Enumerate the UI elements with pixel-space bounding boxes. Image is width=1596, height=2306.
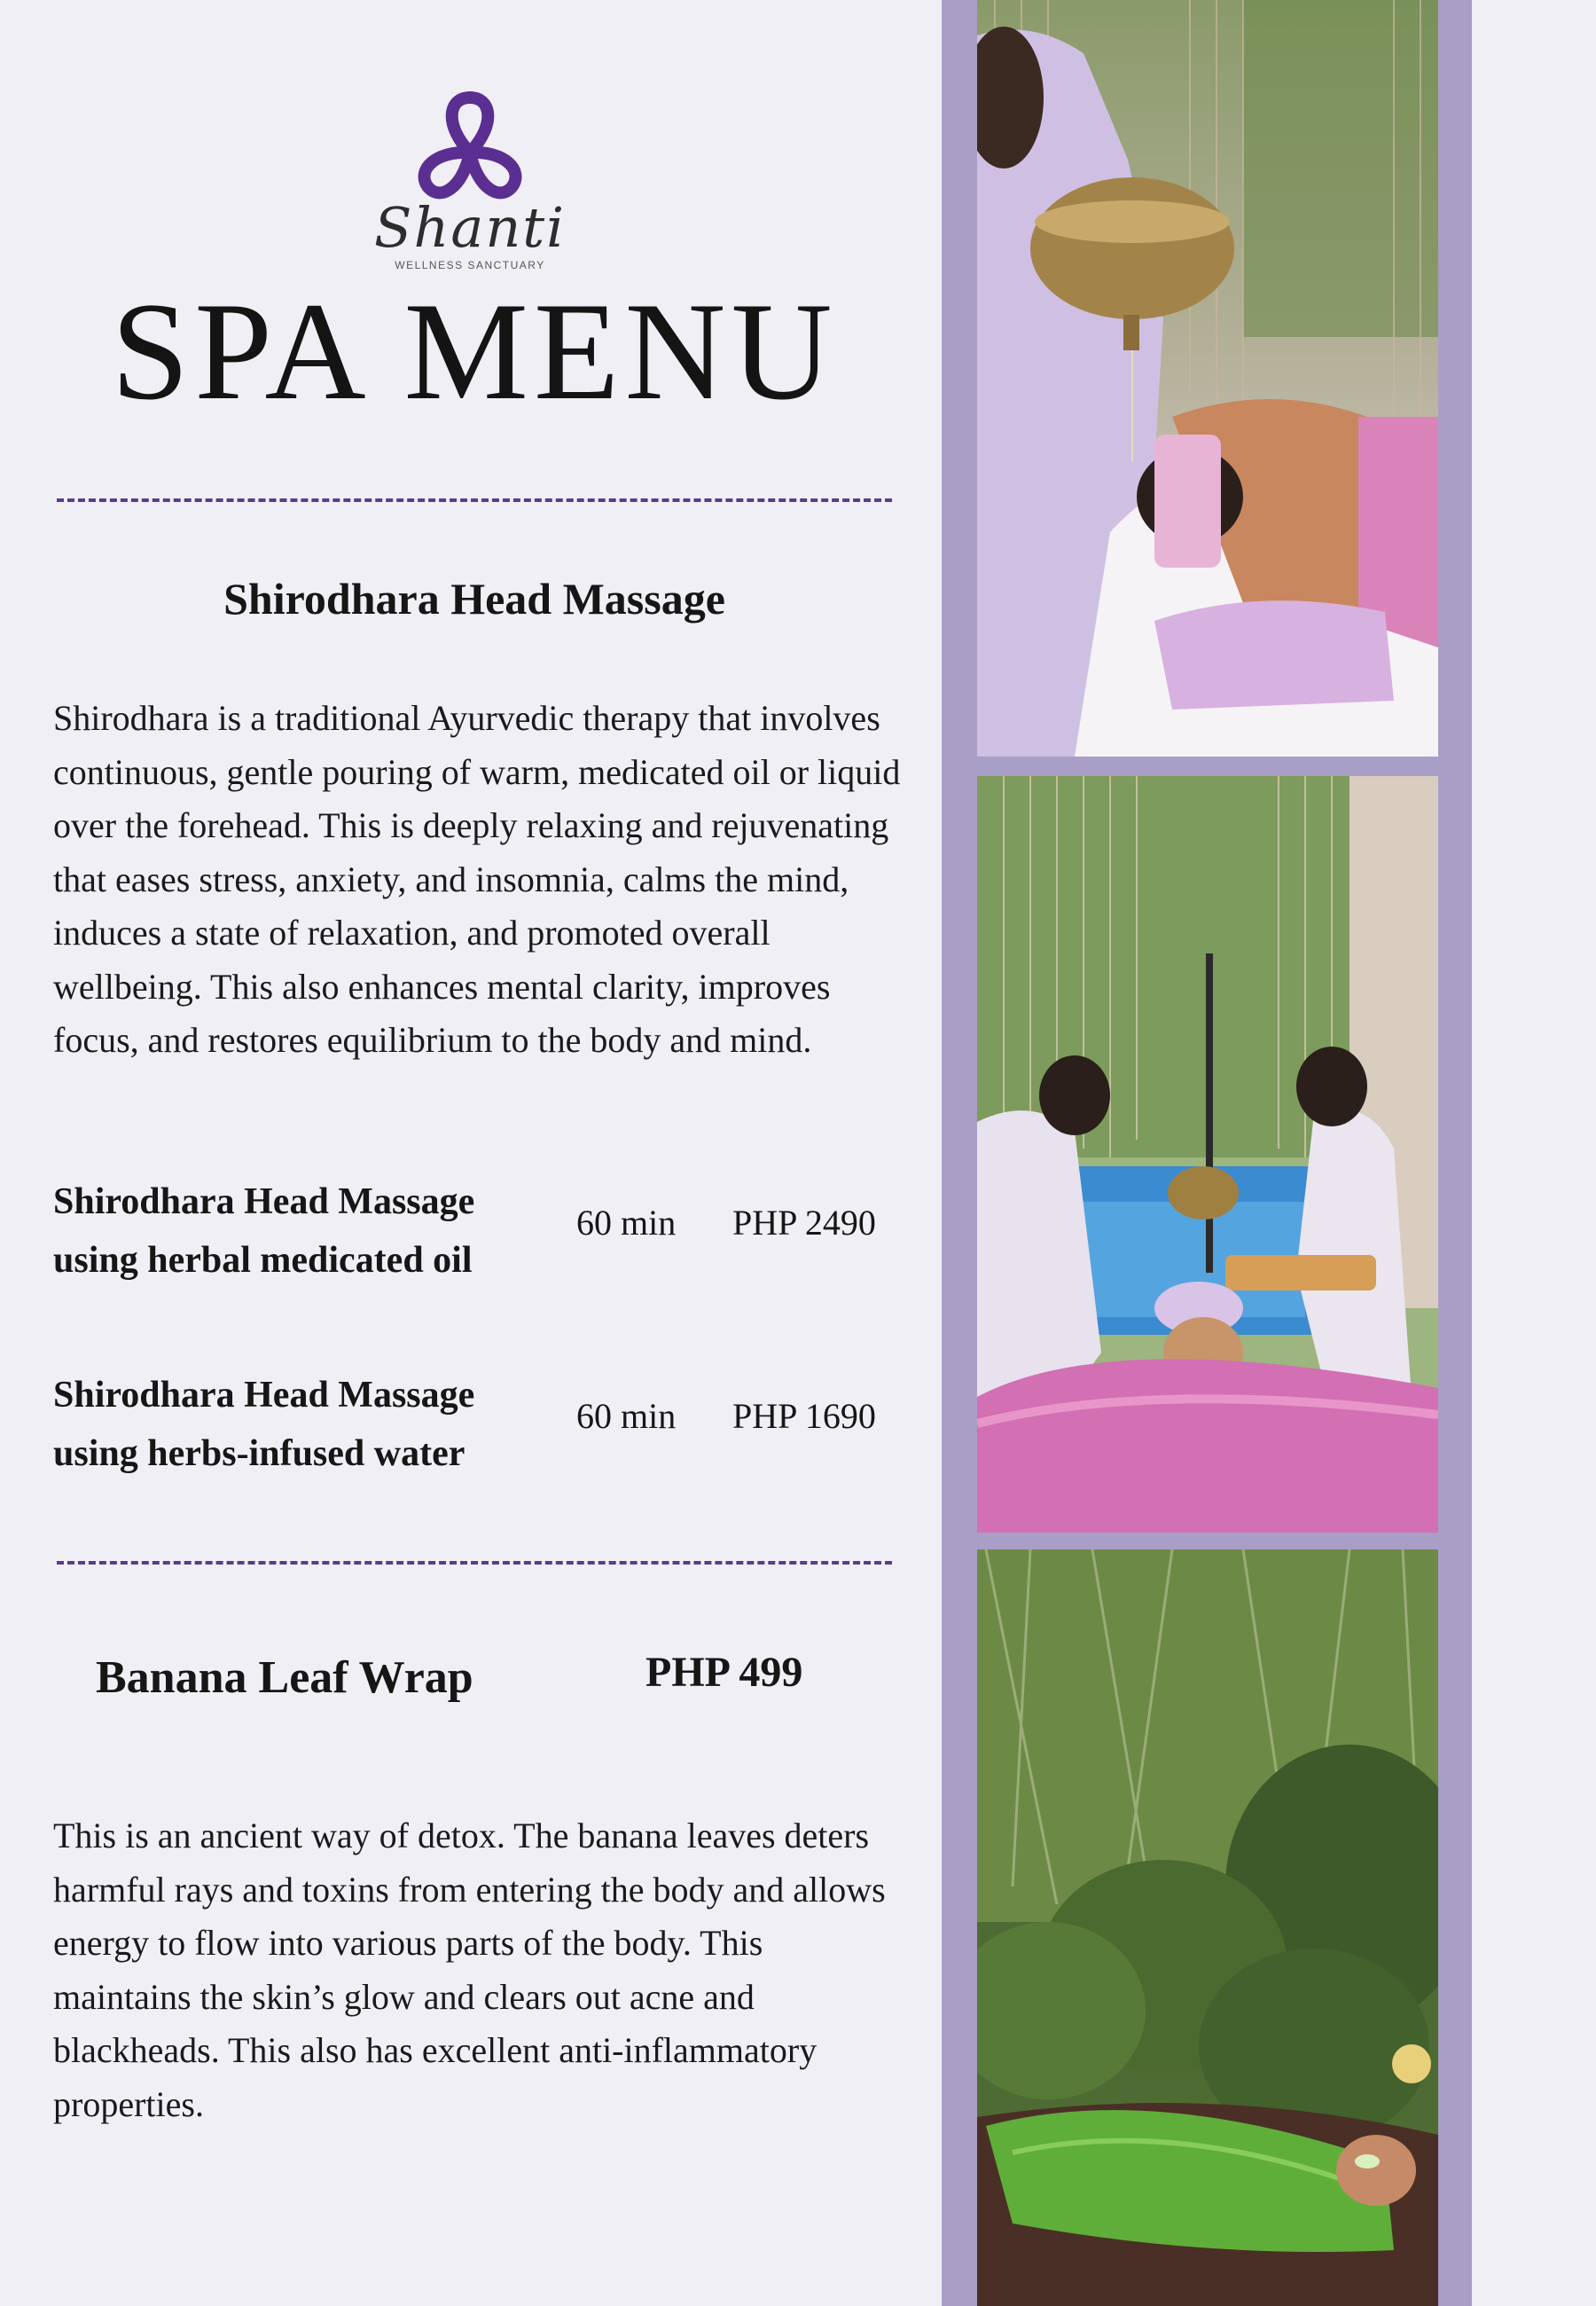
service-row-medicated-oil [53,1173,904,1288]
shirodhara-closeup-photo [977,0,1438,757]
brand-tagline: WELLNESS SANCTUARY [395,259,545,271]
banana-leaf-wrap-photo [977,1549,1438,2306]
shirodhara-closeup-image [977,0,1438,757]
shirodhara-therapists-photo [977,776,1438,1533]
brand-logo [355,89,585,284]
service-name-line2: using herbs-infused water [53,1433,466,1474]
logo-loop-left [425,153,470,192]
banana-leaf-wrap-image [977,1549,1438,2306]
service-price: PHP 2490 [732,1203,876,1243]
service-row-herbal-water [53,1366,904,1481]
service-name [53,1173,550,1290]
page-title: SPA MENU [111,274,838,429]
shirodhara-description: Shirodhara is a traditional Ayurvedic therapy that involves continuous, gentle pouring of warm, medicated oil or liquid over the forehead. This is deeply relaxing and rejuvenating that eases stress, anxiety, and insomnia, calms the mind, induces a state of relaxation, and promoted overall wellbeing. This also enhances mental clarity, improves focus, and restores equilibrium to the body and mind. [53,698,901,1060]
section-divider [57,498,892,502]
service-name [53,1366,550,1483]
section-divider [57,1561,892,1565]
trinity-knot-icon [408,89,532,206]
service-duration: 60 min [576,1203,677,1243]
service-name-line2: using herbal medicated oil [53,1240,473,1281]
shirodhara-heading: Shirodhara Head Massage [223,574,725,624]
brand-name: Shanti [373,195,567,260]
service-name-line1: Shirodhara Head Massage [53,1181,475,1222]
banana-leaf-wrap-description: This is an ancient way of detox. The banana leaves deters harmful rays and toxins from entering the body and allows energy to flow into various parts of the body. This maintains the skin’s glow and clears out acne and blackheads. This also has excellent anti-inflammatory properties. [53,1816,886,2124]
logo-loop-top [452,98,489,153]
banana-leaf-wrap-price: PHP 499 [645,1649,803,1696]
logo-loop-right [470,153,515,192]
service-duration: 60 min [576,1396,677,1436]
service-name-line1: Shirodhara Head Massage [53,1375,475,1416]
service-price: PHP 1690 [732,1396,876,1436]
page-margin [1472,0,1596,2306]
banana-leaf-wrap-heading: Banana Leaf Wrap [96,1652,473,1703]
shirodhara-therapists-image [977,776,1438,1533]
